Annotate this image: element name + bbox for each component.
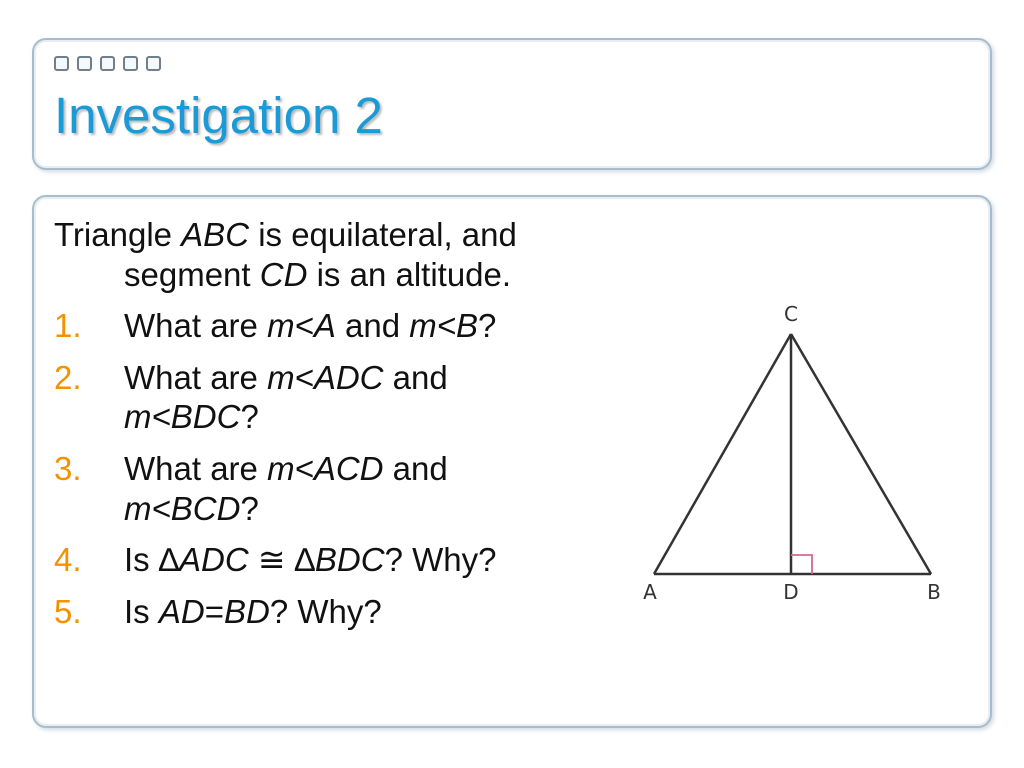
question-number: 2.	[54, 358, 82, 396]
question-number: 3.	[54, 449, 82, 487]
intro-text: is an altitude.	[307, 255, 512, 293]
question-text-part: ?	[240, 489, 259, 527]
intro-term: CD	[259, 255, 308, 293]
question-term: BD	[223, 592, 270, 630]
slide-title: Investigation 2	[54, 87, 383, 144]
question-term: m<BCD	[124, 489, 241, 527]
vertex-label-b: B	[927, 580, 941, 604]
question-item	[54, 306, 634, 346]
question-text-part: What are	[124, 307, 268, 345]
vertex-label-a: A	[643, 580, 657, 604]
question-item	[54, 540, 634, 580]
question-number: 5.	[54, 592, 82, 630]
question-text-part: ? Why?	[384, 541, 497, 579]
question-text-part: ≅ ∆	[248, 541, 315, 579]
question-text-part: =	[204, 592, 224, 630]
question-text	[54, 215, 634, 643]
content-panel	[32, 195, 992, 728]
question-number: 1.	[54, 307, 82, 345]
question-term: m<BDC	[124, 398, 241, 436]
question-item	[54, 592, 634, 632]
question-number: 4.	[54, 541, 82, 579]
question-text-part: and	[383, 449, 448, 487]
question-text-part: ?	[240, 398, 259, 436]
side-ca	[654, 334, 791, 574]
question-item	[54, 449, 634, 528]
question-text-part: and	[335, 307, 410, 345]
vertex-label-d: D	[783, 580, 799, 604]
intro-text: Triangle	[54, 216, 182, 253]
triangle-figure	[634, 297, 954, 617]
decorative-square-icon	[100, 56, 115, 71]
decorative-square-icon	[123, 56, 138, 71]
question-text-part: and	[383, 358, 448, 396]
decorative-square-icon	[146, 56, 161, 71]
question-text-part: Is	[124, 592, 159, 630]
title-decoration	[54, 56, 161, 71]
question-term: m<B	[409, 307, 479, 345]
question-text-part: What are	[124, 449, 268, 487]
right-angle-marker	[791, 555, 812, 574]
title-panel	[32, 38, 992, 170]
intro-paragraph	[54, 215, 634, 294]
side-cb	[791, 334, 931, 574]
question-text-part: Is ∆	[124, 541, 180, 579]
question-item	[54, 358, 634, 437]
vertex-label-c: C	[784, 302, 798, 326]
question-text-part: ? Why?	[269, 592, 382, 630]
intro-term: ABC	[181, 216, 250, 253]
triangle-diagram	[634, 297, 954, 617]
question-term: m<A	[267, 307, 336, 345]
question-term: ADC	[179, 541, 249, 579]
question-text-part: What are	[124, 358, 268, 396]
question-text-part: ?	[478, 307, 497, 345]
decorative-square-icon	[54, 56, 69, 71]
question-term: m<ADC	[267, 358, 384, 396]
decorative-square-icon	[77, 56, 92, 71]
question-term: AD	[158, 592, 205, 630]
question-term: m<ACD	[267, 449, 384, 487]
intro-text: is equilateral, and segment	[124, 216, 517, 293]
question-term: BDC	[314, 541, 385, 579]
